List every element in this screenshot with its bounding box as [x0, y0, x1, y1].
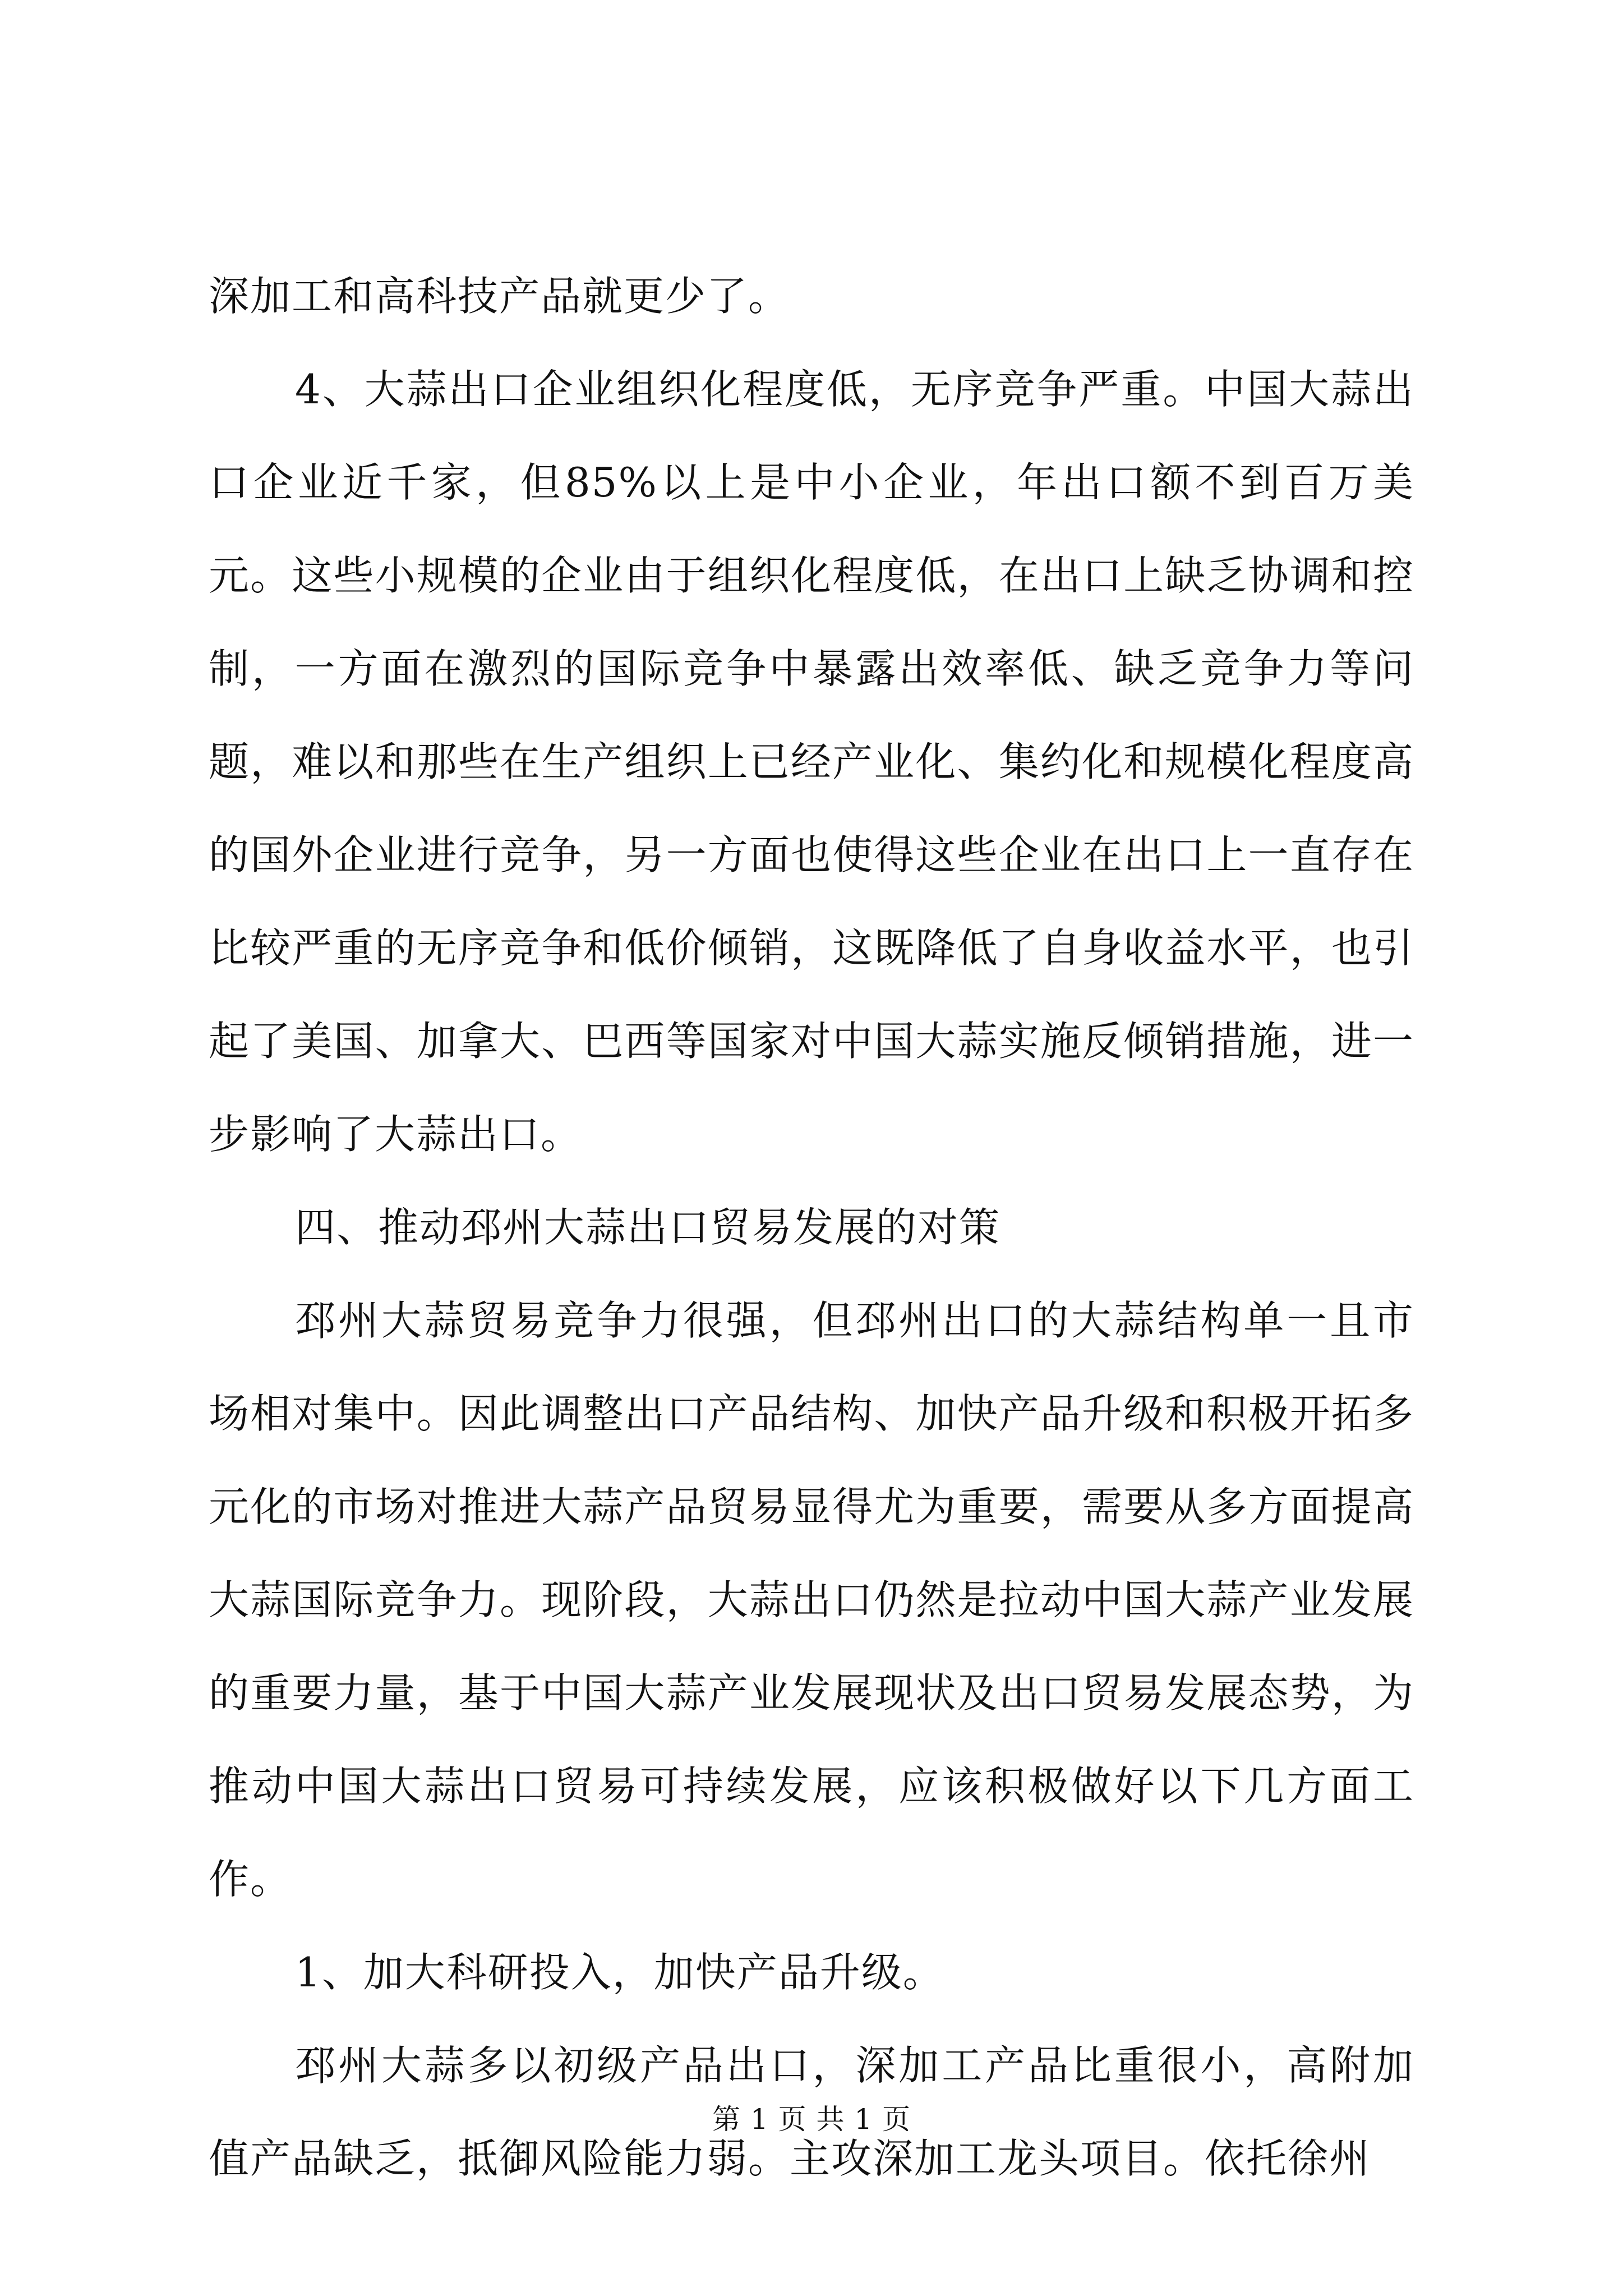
section-heading-countermeasures: 四、推动邳州大蒜出口贸易发展的对策 — [295, 1204, 1001, 1251]
paragraph-intro: 邳州大蒜贸易竞争力很强，但邳州出口的大蒜结构单一且市场相对集中。因此调整出口产品结构、加快产品升级和积极开拓多元化的市场对推进大蒜产品贸易显得尤为重要，需要从多方面提高大蒜国际竞争力。现阶段，大蒜出口仍然是拉动中国大蒜产业发展的重要力量，基于中国大蒜产业发展现状及出口贸易发展态势，为推动中国大蒜出口贸易可持续发展，应该积极做好以下几方面工作。 — [209, 1297, 1414, 1903]
subheading-point-1: 1、加大科研投入，加快产品升级。 — [295, 1949, 944, 1996]
document-body — [209, 250, 1414, 2205]
paragraph-continuation: 深加工和高科技产品就更少了。 — [209, 273, 790, 320]
paragraph-point-4: 4、大蒜出口企业组织化程度低，无序竞争严重。中国大蒜出口企业近千家，但85%以上是中小企业，年出口额不到百万美元。这些小规模的企业由于组织化程度低，在出口上缺乏协调和控制，一方面在激烈的国际竞争中暴露出效率低、缺乏竞争力等问题，难以和那些在生产组织上已经产业化、集约化和规模化程度高的国外企业进行竞争，另一方面也使得这些企业在出口上一直存在比较严重的无序竞争和低价倾销，这既降低了自身收益水平，也引起了美国、加拿大、巴西等国家对中国大蒜实施反倾销措施，进一步影响了大蒜出口。 — [209, 366, 1414, 1158]
paragraph-point-1-body: 邳州大蒜多以初级产品出口，深加工产品比重很小，高附加值产品缺乏，抵御风险能力弱。主攻深加工龙头项目。依托徐州 — [209, 2042, 1414, 2182]
page-footer: 第 1 页 共 1 页 — [712, 2103, 911, 2136]
